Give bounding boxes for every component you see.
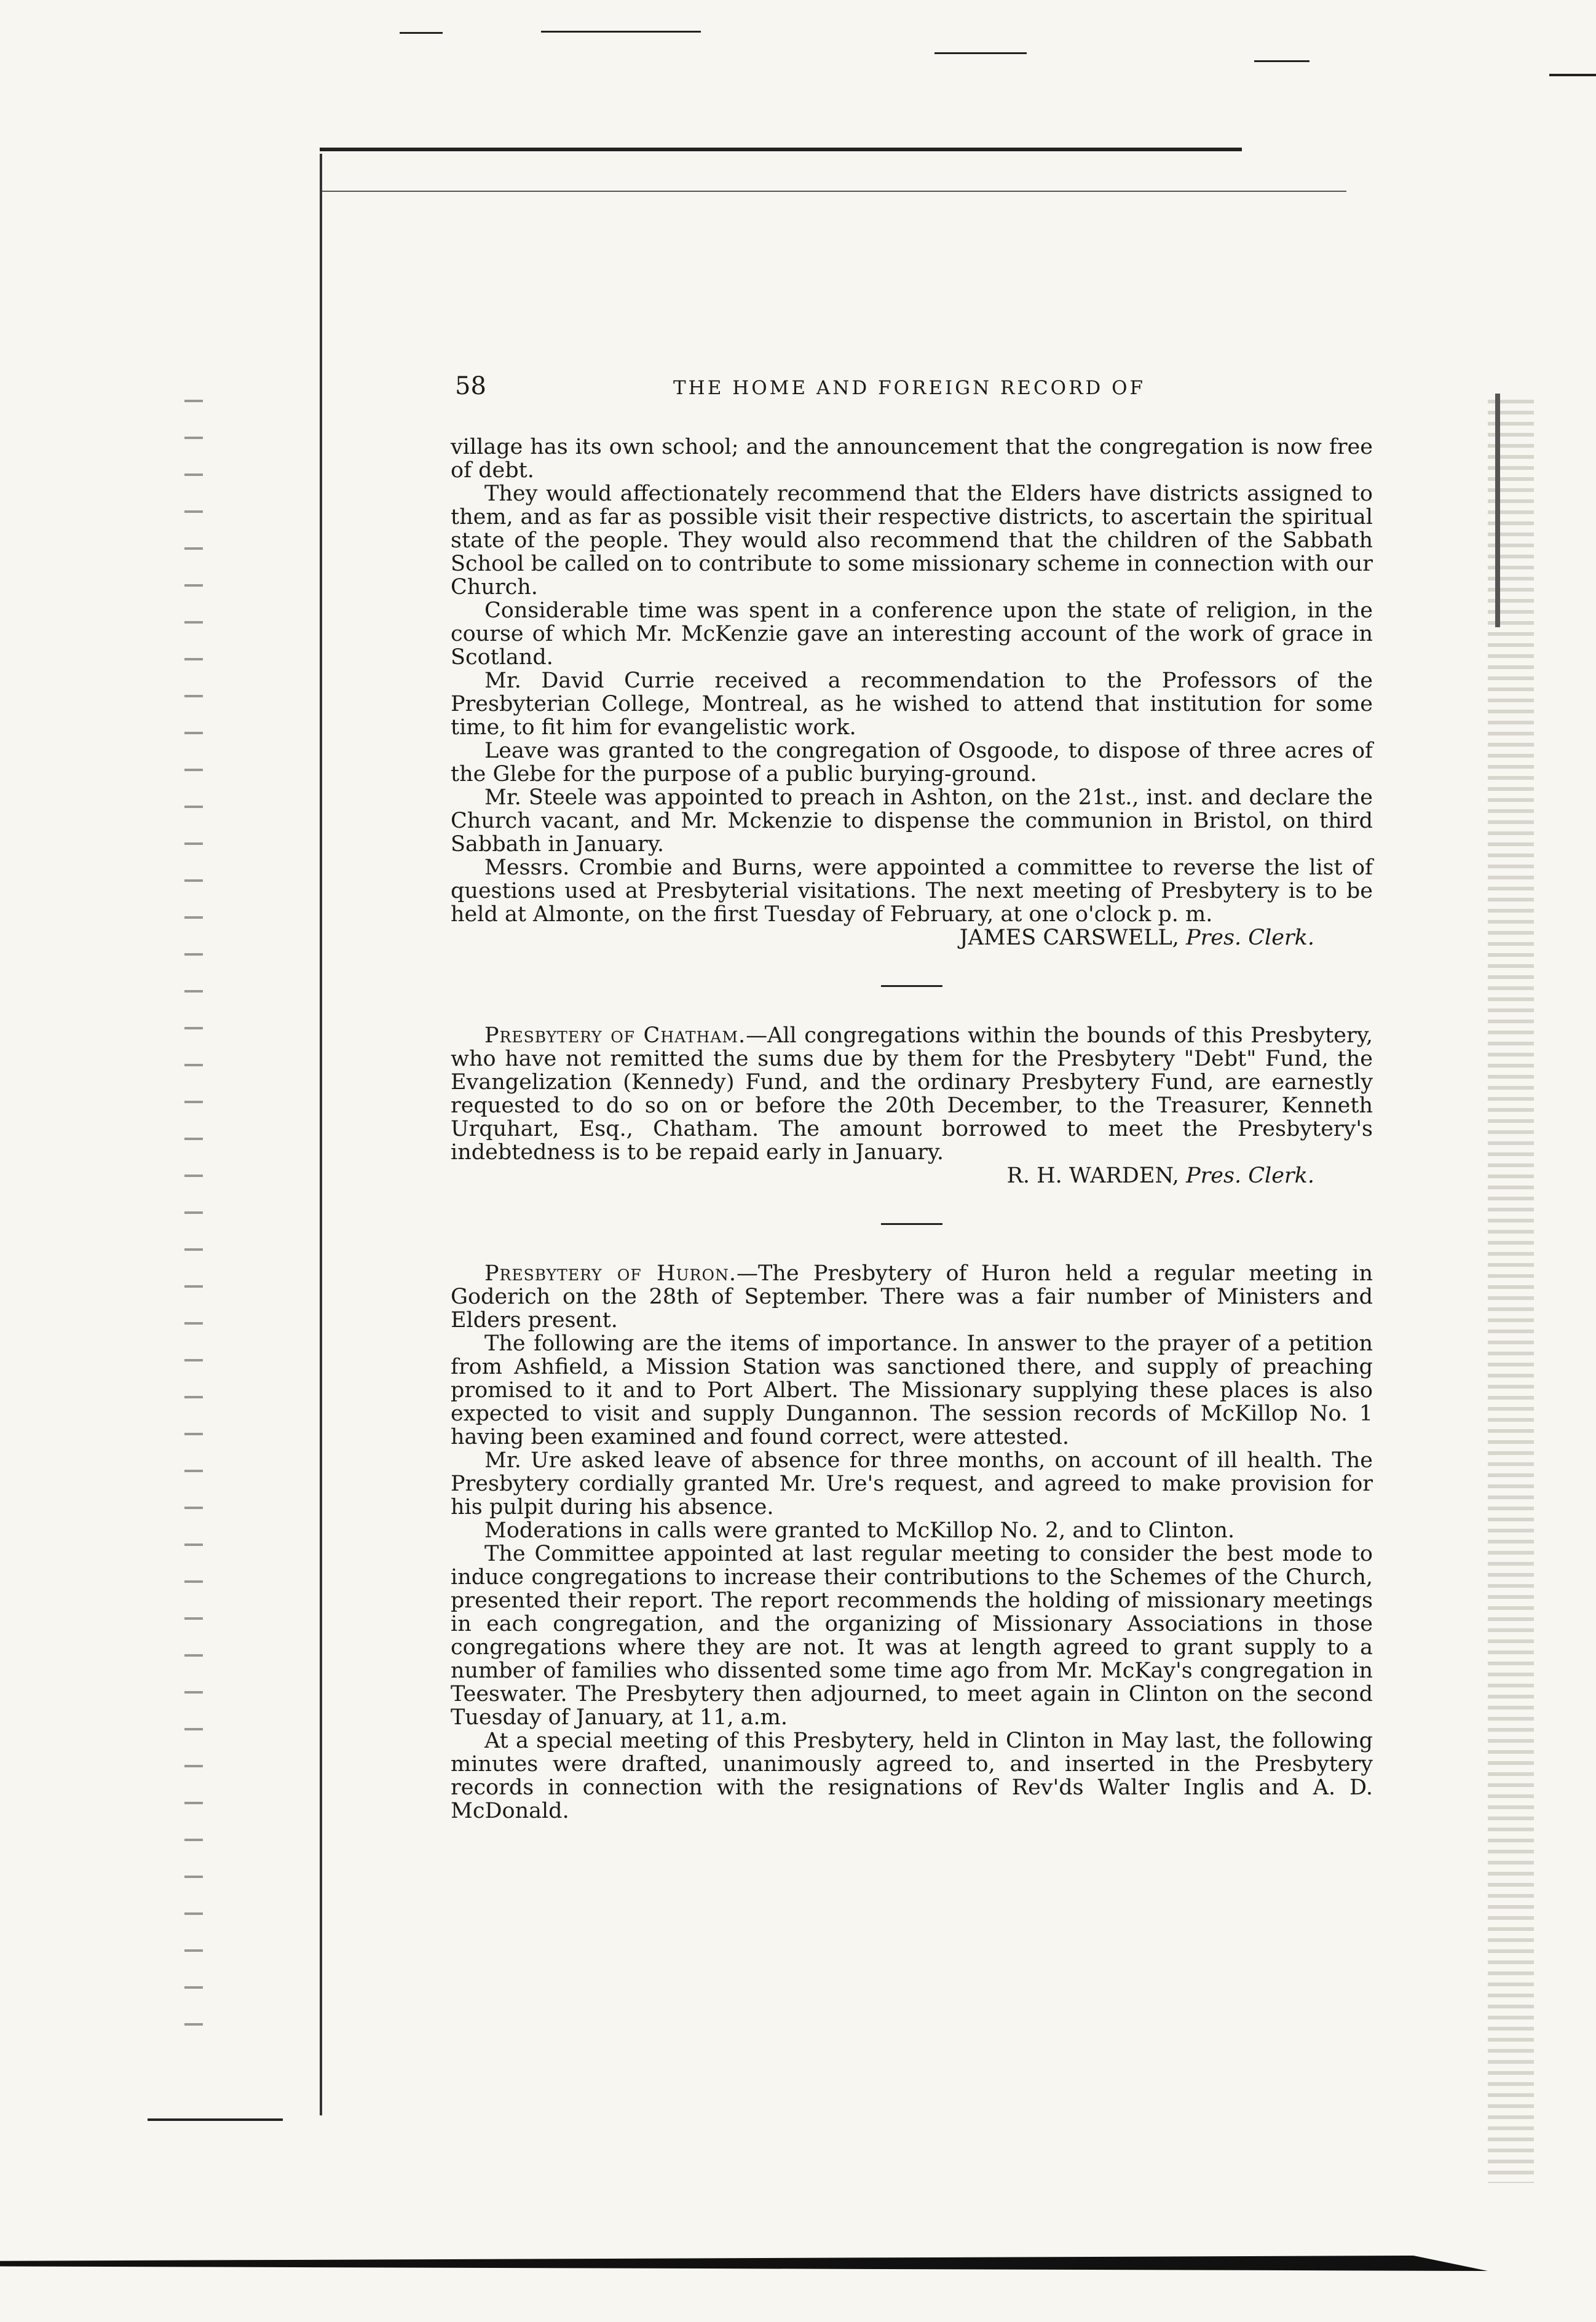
section-divider [881, 1223, 942, 1225]
section-heading: Presbytery of Chatham. [484, 1023, 746, 1048]
paragraph: They would affectionately recommend that the Elders have districts assigned to them, and as far as possible visit their respective districts, to ascertain the spiritual state of the people. They would also recommend that the children of the Sabbath School be called on to contribute to some missionary scheme in connection with our Church. [451, 481, 1373, 600]
running-title: THE HOME AND FOREIGN RECORD OF [673, 377, 1146, 399]
paragraph: Mr. Ure asked leave of absence for three months, on account of ill health. The Presbytery cordially granted Mr. Ure's request, and agreed to make provision for his pulpit during his absence. [451, 1448, 1373, 1520]
top-border-rule-thin [320, 191, 1346, 192]
top-stray-dash-3 [934, 52, 1027, 54]
left-scan-marks [184, 400, 203, 2060]
signature-title: Pres. Clerk. [1186, 1163, 1314, 1188]
top-stray-dash-4 [1254, 60, 1310, 62]
paragraph: Mr. David Currie received a recommendation to the Professors of the Presbyterian College, Montreal, as he wished to attend that institution for some time, to fit him for evangelistic work. [451, 668, 1373, 740]
paragraph: Leave was granted to the congregation of Osgoode, to dispose of three acres of the Glebe for the purpose of a public burying-ground. [451, 739, 1373, 787]
page-number: 58 [455, 372, 486, 400]
paragraph: The following are the items of importance. In answer to the prayer of a petition from Ashfield, a Mission Station was sanctioned there, and supply of preaching promised to it and to Port Albert. The Missionary supplying these places is also expected to visit and supply Dungannon. The session records of McKillop No. 1 having been examined and found correct, were attested. [451, 1331, 1373, 1449]
paragraph [451, 1262, 1373, 1332]
paragraph: village has its own school; and the announcement that the congregation is now free of debt. [451, 435, 1373, 483]
section-divider [881, 985, 942, 987]
top-stray-dash-1 [400, 32, 443, 34]
paragraph: Moderations in calls were granted to McKillop No. 2, and to Clinton. [484, 1518, 1235, 1543]
bottom-scan-band [0, 2256, 1488, 2271]
paragraph: The Committee appointed at last regular meeting to consider the best mode to induce congregations to increase their contributions to the Schemes of the Church, presented their report. The report recommends the holding of missionary meetings in each congregation, and the organizing of Missionary Associations in those congregations where they are not. It was at length agreed to grant supply to a number of families who dissented some time ago from Mr. McKay's congregation in Teeswater. The Presbytery then adjourned, to meet again in Clinton on the second Tuesday of January, at 11, a.m. [451, 1542, 1373, 1730]
paragraph: Considerable time was spent in a conference upon the state of religion, in the course of which Mr. McKenzie gave an interesting account of the work of grace in Scotland. [451, 598, 1373, 670]
signature-title: Pres. Clerk. [1186, 925, 1314, 950]
paragraph [451, 1024, 1373, 1164]
paragraph: Mr. Steele was appointed to preach in Ashton, on the 21st., inst. and declare the Church vacant, and Mr. Mckenzie to dispense the communion in Bristol, on third Sabbath in January. [451, 785, 1373, 857]
right-scan-edge-dark [1495, 394, 1500, 627]
signature [451, 926, 1373, 949]
signature [451, 1164, 1373, 1187]
bottom-left-mark [148, 2118, 283, 2121]
paragraph-text: —The Presbytery of Huron held a regular meeting in Goderich on the 28th of September. There was a fair number of Ministers and Elders present. [451, 1261, 1373, 1333]
page-content [451, 435, 1373, 1823]
top-stray-dash-5 [1549, 74, 1596, 76]
paragraph-text: —All congregations within the bounds of this Presbytery, who have not remitted the sums due by them for the Presbytery "Debt" Fund, the Evangelization (Kennedy) Fund, and the ordinary Presbytery Fund, are earnestly requested to do so on or before the 20th December, to the Treasurer, Kenneth Urquhart, Esq., Chatham. The amount borrowed to meet the Presbytery's indebtedness is to be repaid early in January. [451, 1023, 1373, 1165]
right-scan-edge [1488, 400, 1534, 2183]
top-stray-dash-2 [541, 31, 701, 33]
page-header [455, 372, 1389, 409]
signature-name: JAMES CARSWELL, [959, 925, 1179, 950]
top-border-rule [320, 148, 1242, 151]
signature-name: R. H. WARDEN, [1006, 1163, 1179, 1188]
section-heading: Presbytery of Huron. [484, 1261, 737, 1286]
paragraph: Messrs. Crombie and Burns, were appointed a committee to reverse the list of questions used at Presbyterial visitations. The next meeting of Presbytery is to be held at Almonte, on the first Tuesday of February, at one o'clock p. m. [451, 855, 1373, 927]
paragraph: At a special meeting of this Presbytery, held in Clinton in May last, the following minutes were drafted, unanimously agreed to, and inserted in the Presbytery records in connection with the resignations of Rev'ds Walter Inglis and A. D. McDonald. [451, 1729, 1373, 1823]
left-border-line [320, 154, 322, 2115]
